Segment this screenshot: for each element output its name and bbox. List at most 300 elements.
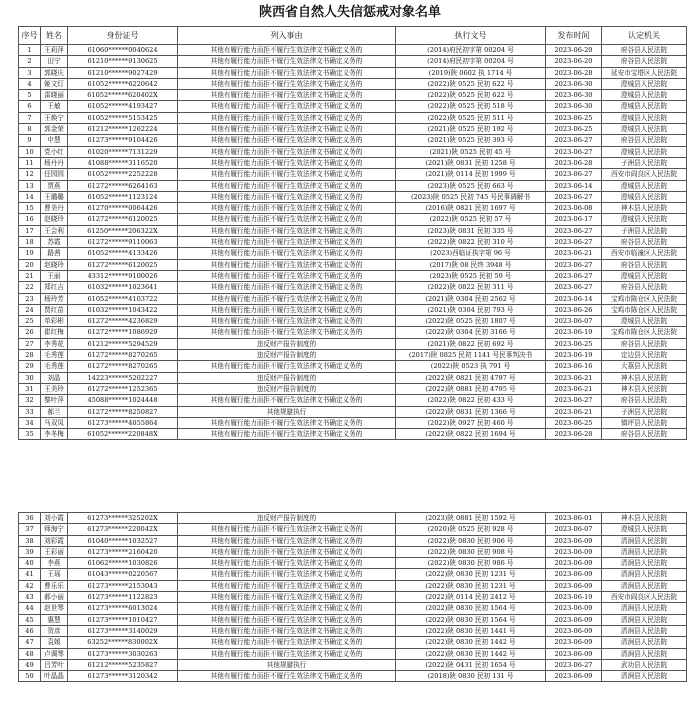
table-row: [19, 157, 687, 168]
cell-reason: 其他有履行能力而拒不履行生效法律文书确定义务的: [178, 56, 396, 67]
cell-index: 40: [19, 558, 41, 569]
header-name: 姓名: [41, 27, 68, 45]
cell-name: 郝兰: [41, 406, 68, 417]
cell-reason: 其他有履行能力而拒不履行生效法律文书确定义务的: [178, 580, 396, 591]
cell-id-number: 61052******4103722: [68, 293, 178, 304]
cell-id-number: 61272******1252365: [68, 383, 178, 394]
cell-authority: 澄城县人民法院: [602, 214, 687, 225]
cell-id-number: 61052******4133426: [68, 248, 178, 259]
cell-name: 刘小霞: [41, 513, 68, 524]
table-row: [19, 270, 687, 281]
cell-reason: 其他有履行能力而拒不履行生效法律文书确定义务的: [178, 180, 396, 191]
cell-name: 李冬梅: [41, 429, 68, 440]
cell-case-number: (2014)府民初字第 00204 号: [396, 45, 546, 56]
cell-index: 4: [19, 78, 41, 89]
cell-reason: 其他有履行能力而拒不履行生效法律文书确定义务的: [178, 248, 396, 259]
cell-index: 27: [19, 338, 41, 349]
cell-case-number: (2022)陕 0525 民初 57 号: [396, 214, 546, 225]
cell-name: 曹美丹: [41, 203, 68, 214]
cell-id-number: 61273******3120342: [68, 671, 178, 682]
cell-authority: 府谷县人民法院: [602, 429, 687, 440]
table-row: [19, 603, 687, 614]
cell-authority: 府谷县人民法院: [602, 56, 687, 67]
cell-index: 16: [19, 214, 41, 225]
cell-reason: 其他有履行能力而拒不履行生效法律文书确定义务的: [178, 45, 396, 56]
cell-reason: 其他有履行能力而拒不履行生效法律文书确定义务的: [178, 191, 396, 202]
cell-id-number: 61272******1086929: [68, 327, 178, 338]
table-row: [19, 45, 687, 56]
cell-authority: 西安市阎良区人民法院: [602, 592, 687, 603]
cell-authority: 府谷县人民法院: [602, 45, 687, 56]
cell-reason: 其他有履行能力而拒不履行生效法律文书确定义务的: [178, 112, 396, 123]
cell-name: 王莉萍: [41, 45, 68, 56]
table-row: [19, 180, 687, 191]
cell-id-number: 61212******1262224: [68, 124, 178, 135]
cell-authority: 清涧县人民法院: [602, 580, 687, 591]
cell-case-number: (2022)陕 0822 民初 311 号: [396, 282, 546, 293]
cell-publish-date: 2023-06-27: [546, 395, 602, 406]
cell-id-number: 61052******6220642: [68, 78, 178, 89]
header-authority: 认定机关: [602, 27, 687, 45]
cell-reason: 其他有履行能力而拒不履行生效法律文书确定义务的: [178, 157, 396, 168]
cell-id-number: 61043******0220567: [68, 569, 178, 580]
cell-authority: 澄城县人民法院: [602, 524, 687, 535]
cell-index: 5: [19, 90, 41, 101]
table-row: [19, 361, 687, 372]
cell-case-number: (2020)陕 0525 民初 928 号: [396, 524, 546, 535]
cell-case-number: (2022)陕 0822 民初 310 号: [396, 237, 546, 248]
cell-authority: 西安市临潼区人民法院: [602, 248, 687, 259]
cell-authority: 宝鸡市陈仓区人民法院: [602, 304, 687, 315]
cell-name: 王美玲: [41, 383, 68, 394]
cell-name: 叶晶晶: [41, 671, 68, 682]
cell-id-number: 61040******1032527: [68, 535, 178, 546]
cell-id-number: 45088******1024448: [68, 395, 178, 406]
table-row: [19, 546, 687, 557]
cell-authority: 神木县人民法院: [602, 372, 687, 383]
cell-id-number: 61273******2153043: [68, 580, 178, 591]
cell-index: 20: [19, 259, 41, 270]
cell-name: 郑红吉: [41, 282, 68, 293]
table-row: [19, 406, 687, 417]
cell-id-number: 61052******5153425: [68, 112, 178, 123]
cell-reason: 其他有履行能力而拒不履行生效法律文书确定义务的: [178, 270, 396, 281]
cell-publish-date: 2023-06-14: [546, 293, 602, 304]
cell-id-number: 61210******9130625: [68, 56, 178, 67]
cell-publish-date: 2023-06-09: [546, 637, 602, 648]
cell-publish-date: 2023-06-09: [546, 535, 602, 546]
cell-name: 黎叶萍: [41, 395, 68, 406]
cell-reason: 其他有履行能力而拒不履行生效法律文书确定义务的: [178, 625, 396, 636]
cell-publish-date: 2023-06-09: [546, 580, 602, 591]
cell-publish-date: 2023-06-09: [546, 558, 602, 569]
cell-case-number: (2021)陕 0525 民初 45 号: [396, 146, 546, 157]
cell-index: 18: [19, 237, 41, 248]
cell-publish-date: 2023-06-27: [546, 225, 602, 236]
cell-publish-date: 2023-06-20: [546, 56, 602, 67]
cell-authority: 澄城县人民法院: [602, 146, 687, 157]
table-row: [19, 569, 687, 580]
cell-case-number: (2022)陕 0822 民初 433 号: [396, 395, 546, 406]
cell-publish-date: 2023-06-25: [546, 338, 602, 349]
cell-authority: 府谷县人民法院: [602, 237, 687, 248]
cell-case-number: (2022)陕 0525 民初 518 号: [396, 101, 546, 112]
cell-index: 30: [19, 372, 41, 383]
cell-index: 32: [19, 395, 41, 406]
cell-authority: 府谷县人民法院: [602, 135, 687, 146]
cell-index: 2: [19, 56, 41, 67]
cell-reason: 其他有履行能力而拒不履行生效法律文书确定义务的: [178, 648, 396, 659]
cell-authority: 澄城县人民法院: [602, 316, 687, 327]
cell-reason: 违反财产报告制度的: [178, 383, 396, 394]
table-row: [19, 146, 687, 157]
cell-name: 王焕宁: [41, 112, 68, 123]
cell-index: 6: [19, 101, 41, 112]
cell-publish-date: 2023-06-21: [546, 372, 602, 383]
cell-name: 刘晶: [41, 372, 68, 383]
cell-authority: 定边县人民法院: [602, 350, 687, 361]
cell-case-number: (2022)陕 0822 民初 1694 号: [396, 429, 546, 440]
cell-reason: 其他有履行能力而拒不履行生效法律文书确定义务的: [178, 361, 396, 372]
cell-case-number: (2021)陕 0525 民初 192 号: [396, 124, 546, 135]
cell-publish-date: 2023-06-20: [546, 45, 602, 56]
cell-id-number: 61273******220042X: [68, 524, 178, 535]
cell-id-number: 61052******4193427: [68, 101, 178, 112]
cell-name: 毛秀莲: [41, 350, 68, 361]
cell-reason: 其他有履行能力而拒不履行生效法律文书确定义务的: [178, 259, 396, 270]
table-row: [19, 350, 687, 361]
cell-index: 45: [19, 614, 41, 625]
cell-publish-date: 2023-06-27: [546, 237, 602, 248]
cell-index: 7: [19, 112, 41, 123]
cell-name: 王丽: [41, 270, 68, 281]
cell-authority: 澄城县人民法院: [602, 124, 687, 135]
cell-index: 26: [19, 327, 41, 338]
cell-index: 33: [19, 406, 41, 417]
cell-reason: 其他有履行能力而拒不履行生效法律文书确定义务的: [178, 304, 396, 315]
cell-id-number: 61032******1023641: [68, 282, 178, 293]
cell-authority: 府谷县人民法院: [602, 282, 687, 293]
cell-name: 毛秀莲: [41, 361, 68, 372]
cell-id-number: 61272******4236829: [68, 316, 178, 327]
cell-authority: 府谷县人民法院: [602, 259, 687, 270]
cell-id-number: 61272******6120025: [68, 214, 178, 225]
cell-publish-date: 2023-06-14: [546, 180, 602, 191]
table-row: [19, 659, 687, 670]
cell-case-number: (2021)陕 0525 民初 393 号: [396, 135, 546, 146]
table-row: [19, 56, 687, 67]
cell-name: 杨丹丹: [41, 157, 68, 168]
cell-index: 47: [19, 637, 41, 648]
cell-reason: 其他规避执行: [178, 406, 396, 417]
cell-authority: 宝鸡市陈仓区人民法院: [602, 293, 687, 304]
cell-index: 9: [19, 135, 41, 146]
cell-reason: 其他有履行能力而拒不履行生效法律文书确定义务的: [178, 614, 396, 625]
cell-reason: 其他规避执行: [178, 659, 396, 670]
table-row: [19, 327, 687, 338]
cell-reason: 其他有履行能力而拒不履行生效法律文书确定义务的: [178, 429, 396, 440]
cell-authority: 澄城县人民法院: [602, 101, 687, 112]
cell-index: 50: [19, 671, 41, 682]
cell-authority: 清涧县人民法院: [602, 671, 687, 682]
cell-case-number: (2022)陕 0523 执 791 号: [396, 361, 546, 372]
cell-id-number: 61272******8270265: [68, 361, 178, 372]
cell-reason: 其他有履行能力而拒不履行生效法律文书确定义务的: [178, 592, 396, 603]
cell-authority: 延安市宝塔区人民法院: [602, 67, 687, 78]
cell-reason: 其他有履行能力而拒不履行生效法律文书确定义务的: [178, 558, 396, 569]
cell-reason: 其他有履行能力而拒不履行生效法律文书确定义务的: [178, 225, 396, 236]
cell-index: 48: [19, 648, 41, 659]
cell-publish-date: 2023-06-28: [546, 67, 602, 78]
cell-authority: 神木县人民法院: [602, 203, 687, 214]
cell-publish-date: 2023-06-25: [546, 417, 602, 428]
cell-authority: 清涧县人民法院: [602, 603, 687, 614]
cell-reason: 违反财产报告制度的: [178, 350, 396, 361]
cell-authority: 镇坪县人民法院: [602, 417, 687, 428]
cell-case-number: (2022)陕 0830 民初 1564 号: [396, 614, 546, 625]
cell-case-number: (2022)陕 0830 民初 908 号: [396, 546, 546, 557]
cell-publish-date: 2023-06-08: [546, 203, 602, 214]
cell-case-number: (2022)陕 0830 民初 1441 号: [396, 625, 546, 636]
cell-name: 王璐璐: [41, 191, 68, 202]
table-row: [19, 237, 687, 248]
cell-publish-date: 2023-06-09: [546, 569, 602, 580]
cell-index: 38: [19, 535, 41, 546]
cell-authority: 澄城县人民法院: [602, 78, 687, 89]
cell-name: 郭晓庆: [41, 67, 68, 78]
cell-reason: 其他有履行能力而拒不履行生效法律文书确定义务的: [178, 671, 396, 682]
cell-publish-date: 2023-06-26: [546, 304, 602, 315]
table-row: [19, 338, 687, 349]
cell-publish-date: 2023-06-21: [546, 248, 602, 259]
cell-case-number: (2014)府民初字第 00204 号: [396, 56, 546, 67]
cell-reason: 其他有履行能力而拒不履行生效法律文书确定义务的: [178, 146, 396, 157]
cell-name: 李秀花: [41, 338, 68, 349]
cell-reason: 违反财产报告制度的: [178, 338, 396, 349]
cell-name: 赵晓玲: [41, 259, 68, 270]
table-row: [19, 248, 687, 259]
cell-id-number: 43312******9100026: [68, 270, 178, 281]
header-id-number: 身份证号: [68, 27, 178, 45]
cell-reason: 其他有履行能力而拒不履行生效法律文书确定义务的: [178, 603, 396, 614]
table-row: [19, 535, 687, 546]
cell-reason: 其他有履行能力而拒不履行生效法律文书确定义务的: [178, 67, 396, 78]
cell-case-number: (2021)陕 0114 民初 1999 号: [396, 169, 546, 180]
cell-publish-date: 2023-06-27: [546, 270, 602, 281]
cell-publish-date: 2023-06-28: [546, 157, 602, 168]
cell-name: 师海宁: [41, 524, 68, 535]
table-row: [19, 191, 687, 202]
cell-index: 39: [19, 546, 41, 557]
cell-id-number: 61273******1122823: [68, 592, 178, 603]
cell-reason: 其他有履行能力而拒不履行生效法律文书确定义务的: [178, 90, 396, 101]
cell-index: 29: [19, 361, 41, 372]
cell-index: 10: [19, 146, 41, 157]
cell-name: 单彩彬: [41, 316, 68, 327]
cell-name: 吕芳叶: [41, 659, 68, 670]
cell-name: 王瑶: [41, 569, 68, 580]
cell-publish-date: 2023-06-01: [546, 513, 602, 524]
table-row: [19, 259, 687, 270]
table-row: [19, 558, 687, 569]
table-row: [19, 90, 687, 101]
table-row: [19, 429, 687, 440]
cell-case-number: (2022)陕 0830 民初 986 号: [396, 558, 546, 569]
cell-authority: 清涧县人民法院: [602, 546, 687, 557]
cell-publish-date: 2023-06-19: [546, 592, 602, 603]
cell-reason: 其他有履行能力而拒不履行生效法律文书确定义务的: [178, 135, 396, 146]
cell-name: 申慧: [41, 135, 68, 146]
cell-id-number: 61250******206322X: [68, 225, 178, 236]
cell-reason: 其他有履行能力而拒不履行生效法律文书确定义务的: [178, 569, 396, 580]
cell-index: 41: [19, 569, 41, 580]
cell-publish-date: 2023-06-27: [546, 259, 602, 270]
cell-authority: 子洲县人民法院: [602, 225, 687, 236]
table-row: [19, 614, 687, 625]
cell-case-number: (2021)陕 0304 民初 2562 号: [396, 293, 546, 304]
cell-publish-date: 2023-06-09: [546, 614, 602, 625]
cell-case-number: (2022)陕 0525 民初 511 号: [396, 112, 546, 123]
cell-name: 王会利: [41, 225, 68, 236]
cell-id-number: 61020******7131229: [68, 146, 178, 157]
cell-index: 43: [19, 592, 41, 603]
cell-case-number: (2022)陕 0431 民初 1654 号: [396, 659, 546, 670]
cell-index: 13: [19, 180, 41, 191]
cell-case-number: (2022)陕 0831 民初 1366 号: [396, 406, 546, 417]
cell-case-number: (2022)陕 0830 民初 1231 号: [396, 580, 546, 591]
cell-index: 8: [19, 124, 41, 135]
header-index: 序号: [19, 27, 41, 45]
table-row: [19, 637, 687, 648]
cell-reason: 其他有履行能力而拒不履行生效法律文书确定义务的: [178, 417, 396, 428]
header-case-number: 执行文号: [396, 27, 546, 45]
cell-id-number: 61273******325202X: [68, 513, 178, 524]
cell-id-number: 61273******4055864: [68, 417, 178, 428]
cell-reason: 其他有履行能力而拒不履行生效法律文书确定义务的: [178, 101, 396, 112]
cell-reason: 其他有履行能力而拒不履行生效法律文书确定义务的: [178, 282, 396, 293]
cell-case-number: (2022)陕 0525 民初 622 号: [396, 78, 546, 89]
header-reason: 列入事由: [178, 27, 396, 45]
cell-name: 姬文灯: [41, 78, 68, 89]
cell-reason: 其他有履行能力而拒不履行生效法律文书确定义务的: [178, 637, 396, 648]
cell-id-number: 61052******2252228: [68, 169, 178, 180]
cell-publish-date: 2023-06-27: [546, 191, 602, 202]
cell-index: 42: [19, 580, 41, 591]
cell-id-number: 61032******1043422: [68, 304, 178, 315]
cell-reason: 其他有履行能力而拒不履行生效法律文书确定义务的: [178, 237, 396, 248]
cell-case-number: (2023)陕 0525 民初 59 号: [396, 270, 546, 281]
cell-id-number: 41088******3116520: [68, 157, 178, 168]
cell-index: 11: [19, 157, 41, 168]
cell-publish-date: 2023-06-28: [546, 429, 602, 440]
cell-case-number: (2019)陕 0602 执 1714 号: [396, 67, 546, 78]
cell-name: 雷晓丽: [41, 90, 68, 101]
cell-case-number: (2023)陕 0525 民初 745 号民事调解书: [396, 191, 546, 202]
cell-index: 37: [19, 524, 41, 535]
table-row: [19, 101, 687, 112]
cell-authority: 澄城县人民法院: [602, 180, 687, 191]
cell-name: 田宁: [41, 56, 68, 67]
table-row: [19, 648, 687, 659]
cell-authority: 西安市阎良区人民法院: [602, 169, 687, 180]
cell-index: 12: [19, 169, 41, 180]
table-row: [19, 524, 687, 535]
cell-index: 17: [19, 225, 41, 236]
table-row: [19, 169, 687, 180]
cell-name: 贾红苗: [41, 304, 68, 315]
table-row: [19, 112, 687, 123]
table-row: [19, 513, 687, 524]
table-row: [19, 203, 687, 214]
cell-id-number: 61272******9110063: [68, 237, 178, 248]
cell-reason: 其他有履行能力而拒不履行生效法律文书确定义务的: [178, 316, 396, 327]
cell-name: 赵晓玲: [41, 214, 68, 225]
cell-authority: 清涧县人民法院: [602, 637, 687, 648]
cell-case-number: (2018)陕 0830 民初 131 号: [396, 671, 546, 682]
table-row: [19, 78, 687, 89]
table-row: [19, 293, 687, 304]
cell-index: 19: [19, 248, 41, 259]
cell-authority: 武功县人民法院: [602, 659, 687, 670]
cell-authority: 澄城县人民法院: [602, 112, 687, 123]
table-row: [19, 417, 687, 428]
cell-id-number: 61212******5235827: [68, 659, 178, 670]
cell-case-number: (2022)陕 0114 民初 2412 号: [396, 592, 546, 603]
cell-case-number: (2017)陕 08 民终 3948 号: [396, 259, 546, 270]
cell-name: 贾燕: [41, 180, 68, 191]
cell-index: 1: [19, 45, 41, 56]
cell-id-number: 61273******9104426: [68, 135, 178, 146]
cell-publish-date: 2023-06-09: [546, 546, 602, 557]
cell-authority: 澄城县人民法院: [602, 191, 687, 202]
cell-name: 崔红梅: [41, 327, 68, 338]
cell-case-number: (2021)陕 0304 民初 793 号: [396, 304, 546, 315]
cell-publish-date: 2023-06-21: [546, 406, 602, 417]
header-publish-date: 发布时间: [546, 27, 602, 45]
cell-case-number: (2017)陕 0825 民初 1141 号民事判决书: [396, 350, 546, 361]
cell-case-number: (2022)陕 0881 民初 4795 号: [396, 383, 546, 394]
cell-id-number: 61270******0064426: [68, 203, 178, 214]
cell-id-number: 61052******1123124: [68, 191, 178, 202]
cell-case-number: (2022)陕 0304 民初 3166 号: [396, 327, 546, 338]
cell-publish-date: 2023-06-09: [546, 625, 602, 636]
cell-case-number: (2023)陕 0881 民初 1592 号: [396, 513, 546, 524]
cell-name: 李燕: [41, 558, 68, 569]
cell-publish-date: 2023-06-27: [546, 282, 602, 293]
cell-case-number: (2022)陕 0830 民初 1564 号: [396, 603, 546, 614]
cell-publish-date: 2023-06-19: [546, 327, 602, 338]
table-row: [19, 225, 687, 236]
cell-index: 23: [19, 293, 41, 304]
cell-id-number: 61273******3140029: [68, 625, 178, 636]
cell-index: 28: [19, 350, 41, 361]
cell-publish-date: 2023-06-27: [546, 169, 602, 180]
cell-reason: 其他有履行能力而拒不履行生效法律文书确定义务的: [178, 327, 396, 338]
cell-index: 36: [19, 513, 41, 524]
cell-reason: 其他有履行能力而拒不履行生效法律文书确定义务的: [178, 124, 396, 135]
table-row: [19, 372, 687, 383]
cell-name: 郭金荣: [41, 124, 68, 135]
cell-index: 22: [19, 282, 41, 293]
cell-publish-date: 2023-06-07: [546, 316, 602, 327]
table-row: [19, 316, 687, 327]
cell-index: 25: [19, 316, 41, 327]
cell-id-number: 61273******6013024: [68, 603, 178, 614]
cell-name: 苏霞: [41, 237, 68, 248]
cell-case-number: (2023)陕 0525 民初 663 号: [396, 180, 546, 191]
cell-id-number: 61272******8270265: [68, 350, 178, 361]
cell-publish-date: 2023-06-30: [546, 78, 602, 89]
